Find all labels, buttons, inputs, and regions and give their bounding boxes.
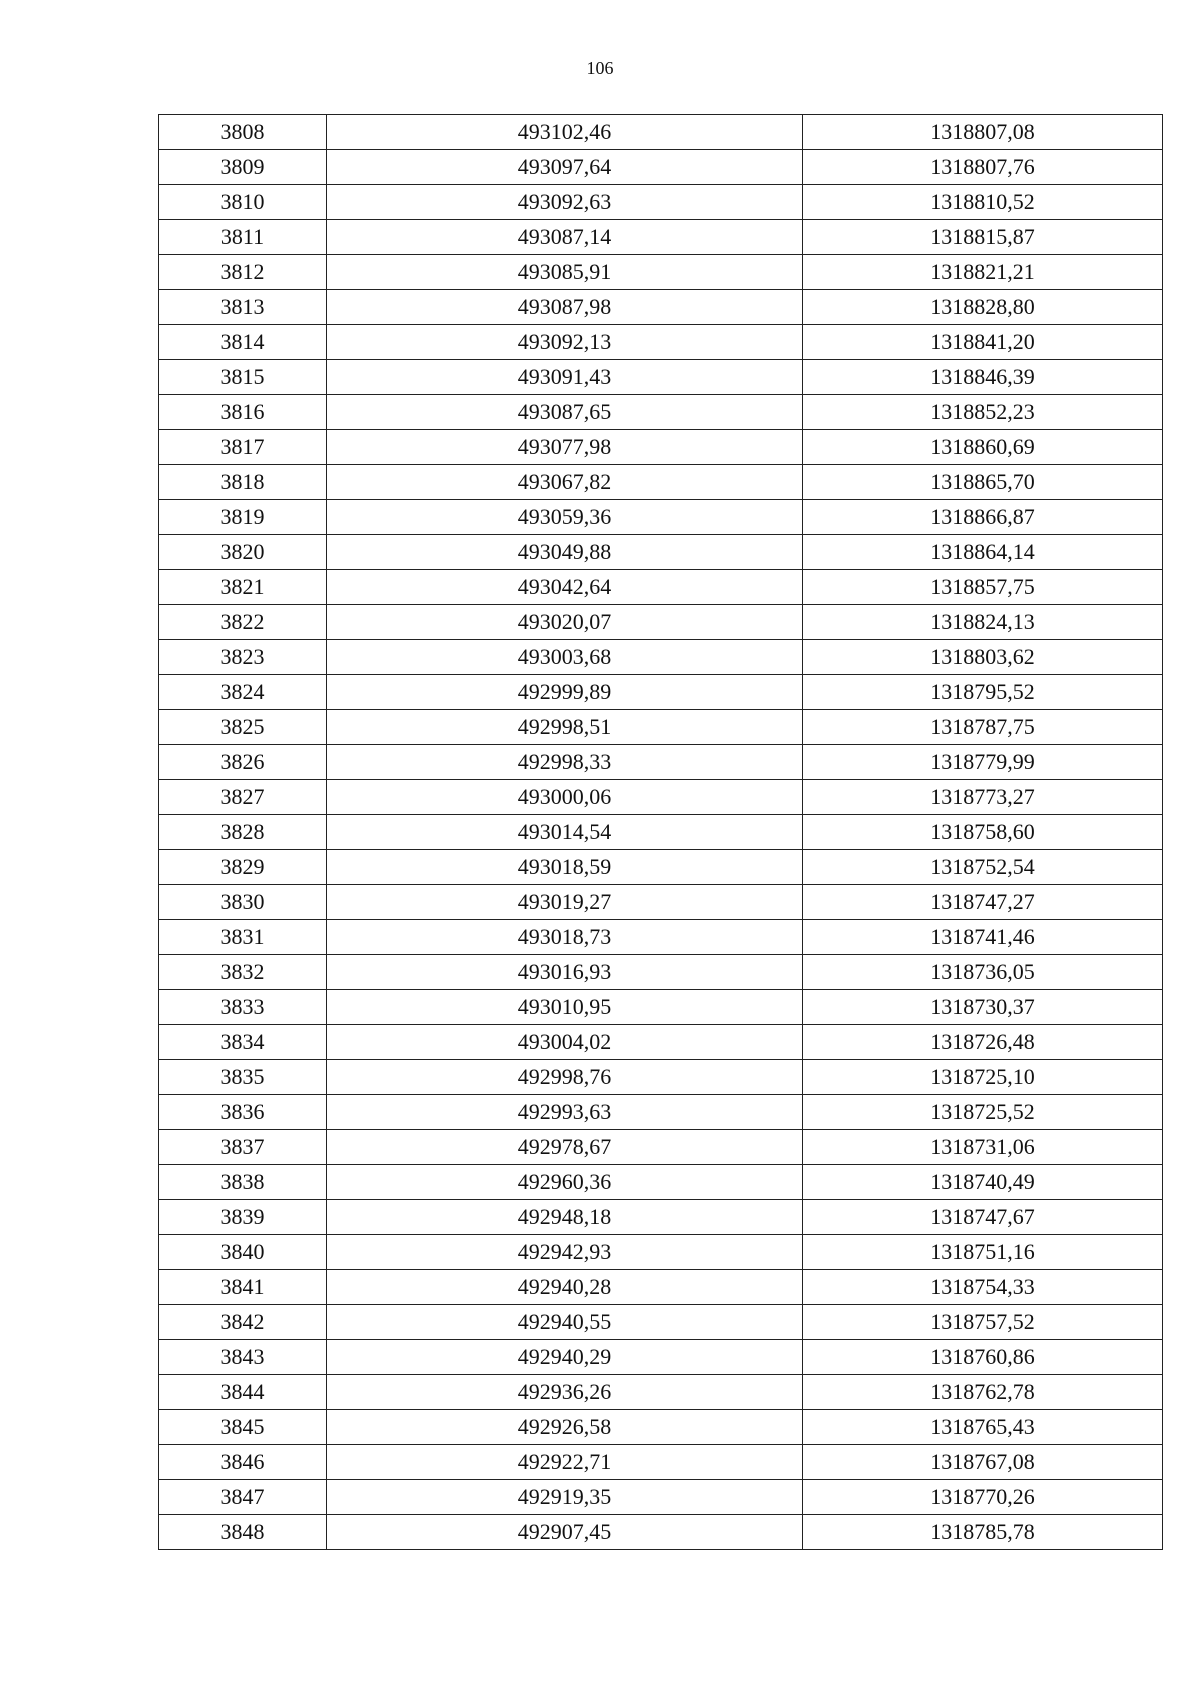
y-coordinate-cell: 1318815,87 — [803, 220, 1163, 255]
y-coordinate-cell: 1318736,05 — [803, 955, 1163, 990]
y-coordinate-cell: 1318828,80 — [803, 290, 1163, 325]
point-number-cell: 3818 — [159, 465, 327, 500]
x-coordinate-cell: 493087,14 — [327, 220, 803, 255]
table-row — [159, 1340, 1163, 1375]
coordinates-table-body — [159, 115, 1163, 1550]
x-coordinate-cell: 492942,93 — [327, 1235, 803, 1270]
table-row — [159, 570, 1163, 605]
x-coordinate-cell: 492922,71 — [327, 1445, 803, 1480]
point-number-cell: 3817 — [159, 430, 327, 465]
point-number-cell: 3843 — [159, 1340, 327, 1375]
table-row — [159, 220, 1163, 255]
x-coordinate-cell: 492948,18 — [327, 1200, 803, 1235]
x-coordinate-cell: 493092,63 — [327, 185, 803, 220]
x-coordinate-cell: 493042,64 — [327, 570, 803, 605]
point-number-cell: 3837 — [159, 1130, 327, 1165]
y-coordinate-cell: 1318787,75 — [803, 710, 1163, 745]
table-row — [159, 1165, 1163, 1200]
point-number-cell: 3830 — [159, 885, 327, 920]
table-row — [159, 290, 1163, 325]
point-number-cell: 3822 — [159, 605, 327, 640]
point-number-cell: 3845 — [159, 1410, 327, 1445]
y-coordinate-cell: 1318731,06 — [803, 1130, 1163, 1165]
y-coordinate-cell: 1318767,08 — [803, 1445, 1163, 1480]
point-number-cell: 3826 — [159, 745, 327, 780]
point-number-cell: 3831 — [159, 920, 327, 955]
x-coordinate-cell: 492907,45 — [327, 1515, 803, 1550]
point-number-cell: 3816 — [159, 395, 327, 430]
x-coordinate-cell: 493003,68 — [327, 640, 803, 675]
x-coordinate-cell: 492936,26 — [327, 1375, 803, 1410]
y-coordinate-cell: 1318810,52 — [803, 185, 1163, 220]
table-row — [159, 535, 1163, 570]
table-row — [159, 395, 1163, 430]
x-coordinate-cell: 493019,27 — [327, 885, 803, 920]
table-row — [159, 360, 1163, 395]
x-coordinate-cell: 493097,64 — [327, 150, 803, 185]
y-coordinate-cell: 1318725,52 — [803, 1095, 1163, 1130]
point-number-cell: 3827 — [159, 780, 327, 815]
x-coordinate-cell: 493087,98 — [327, 290, 803, 325]
y-coordinate-cell: 1318795,52 — [803, 675, 1163, 710]
table-row — [159, 1130, 1163, 1165]
table-row — [159, 255, 1163, 290]
table-row — [159, 115, 1163, 150]
x-coordinate-cell: 493016,93 — [327, 955, 803, 990]
y-coordinate-cell: 1318785,78 — [803, 1515, 1163, 1550]
x-coordinate-cell: 492940,29 — [327, 1340, 803, 1375]
point-number-cell: 3842 — [159, 1305, 327, 1340]
x-coordinate-cell: 493087,65 — [327, 395, 803, 430]
point-number-cell: 3815 — [159, 360, 327, 395]
y-coordinate-cell: 1318841,20 — [803, 325, 1163, 360]
x-coordinate-cell: 493000,06 — [327, 780, 803, 815]
point-number-cell: 3811 — [159, 220, 327, 255]
point-number-cell: 3823 — [159, 640, 327, 675]
table-row — [159, 885, 1163, 920]
y-coordinate-cell: 1318864,14 — [803, 535, 1163, 570]
table-row — [159, 955, 1163, 990]
table-row — [159, 990, 1163, 1025]
point-number-cell: 3846 — [159, 1445, 327, 1480]
x-coordinate-cell: 493020,07 — [327, 605, 803, 640]
point-number-cell: 3836 — [159, 1095, 327, 1130]
table-row — [159, 1445, 1163, 1480]
y-coordinate-cell: 1318758,60 — [803, 815, 1163, 850]
point-number-cell: 3844 — [159, 1375, 327, 1410]
table-row — [159, 1060, 1163, 1095]
y-coordinate-cell: 1318866,87 — [803, 500, 1163, 535]
point-number-cell: 3813 — [159, 290, 327, 325]
table-row — [159, 1235, 1163, 1270]
y-coordinate-cell: 1318751,16 — [803, 1235, 1163, 1270]
x-coordinate-cell: 493077,98 — [327, 430, 803, 465]
point-number-cell: 3841 — [159, 1270, 327, 1305]
x-coordinate-cell: 493049,88 — [327, 535, 803, 570]
y-coordinate-cell: 1318726,48 — [803, 1025, 1163, 1060]
point-number-cell: 3848 — [159, 1515, 327, 1550]
x-coordinate-cell: 493092,13 — [327, 325, 803, 360]
point-number-cell: 3825 — [159, 710, 327, 745]
y-coordinate-cell: 1318747,67 — [803, 1200, 1163, 1235]
x-coordinate-cell: 493010,95 — [327, 990, 803, 1025]
y-coordinate-cell: 1318857,75 — [803, 570, 1163, 605]
table-row — [159, 1515, 1163, 1550]
point-number-cell: 3819 — [159, 500, 327, 535]
y-coordinate-cell: 1318747,27 — [803, 885, 1163, 920]
x-coordinate-cell: 492998,76 — [327, 1060, 803, 1095]
x-coordinate-cell: 492993,63 — [327, 1095, 803, 1130]
x-coordinate-cell: 493018,73 — [327, 920, 803, 955]
y-coordinate-cell: 1318770,26 — [803, 1480, 1163, 1515]
x-coordinate-cell: 492960,36 — [327, 1165, 803, 1200]
x-coordinate-cell: 493059,36 — [327, 500, 803, 535]
y-coordinate-cell: 1318779,99 — [803, 745, 1163, 780]
point-number-cell: 3838 — [159, 1165, 327, 1200]
table-row — [159, 1480, 1163, 1515]
x-coordinate-cell: 492998,33 — [327, 745, 803, 780]
point-number-cell: 3821 — [159, 570, 327, 605]
y-coordinate-cell: 1318807,76 — [803, 150, 1163, 185]
table-row — [159, 325, 1163, 360]
y-coordinate-cell: 1318760,86 — [803, 1340, 1163, 1375]
x-coordinate-cell: 492940,55 — [327, 1305, 803, 1340]
y-coordinate-cell: 1318730,37 — [803, 990, 1163, 1025]
table-row — [159, 1305, 1163, 1340]
table-row — [159, 1025, 1163, 1060]
y-coordinate-cell: 1318852,23 — [803, 395, 1163, 430]
table-row — [159, 815, 1163, 850]
table-row — [159, 1200, 1163, 1235]
point-number-cell: 3828 — [159, 815, 327, 850]
y-coordinate-cell: 1318807,08 — [803, 115, 1163, 150]
y-coordinate-cell: 1318824,13 — [803, 605, 1163, 640]
table-row — [159, 465, 1163, 500]
table-row — [159, 1375, 1163, 1410]
y-coordinate-cell: 1318765,43 — [803, 1410, 1163, 1445]
x-coordinate-cell: 493102,46 — [327, 115, 803, 150]
point-number-cell: 3809 — [159, 150, 327, 185]
table-row — [159, 605, 1163, 640]
table-row — [159, 185, 1163, 220]
y-coordinate-cell: 1318762,78 — [803, 1375, 1163, 1410]
point-number-cell: 3820 — [159, 535, 327, 570]
x-coordinate-cell: 492940,28 — [327, 1270, 803, 1305]
point-number-cell: 3808 — [159, 115, 327, 150]
y-coordinate-cell: 1318757,52 — [803, 1305, 1163, 1340]
point-number-cell: 3832 — [159, 955, 327, 990]
point-number-cell: 3824 — [159, 675, 327, 710]
y-coordinate-cell: 1318741,46 — [803, 920, 1163, 955]
x-coordinate-cell: 493091,43 — [327, 360, 803, 395]
coordinates-table — [158, 114, 1163, 1550]
x-coordinate-cell: 493085,91 — [327, 255, 803, 290]
table-row — [159, 1095, 1163, 1130]
table-row — [159, 640, 1163, 675]
x-coordinate-cell: 493004,02 — [327, 1025, 803, 1060]
y-coordinate-cell: 1318754,33 — [803, 1270, 1163, 1305]
x-coordinate-cell: 492999,89 — [327, 675, 803, 710]
point-number-cell: 3840 — [159, 1235, 327, 1270]
point-number-cell: 3835 — [159, 1060, 327, 1095]
point-number-cell: 3839 — [159, 1200, 327, 1235]
table-row — [159, 710, 1163, 745]
x-coordinate-cell: 492978,67 — [327, 1130, 803, 1165]
y-coordinate-cell: 1318821,21 — [803, 255, 1163, 290]
y-coordinate-cell: 1318752,54 — [803, 850, 1163, 885]
x-coordinate-cell: 493067,82 — [327, 465, 803, 500]
table-row — [159, 780, 1163, 815]
x-coordinate-cell: 492926,58 — [327, 1410, 803, 1445]
table-row — [159, 745, 1163, 780]
table-row — [159, 675, 1163, 710]
page-number: 106 — [586, 58, 614, 78]
table-row — [159, 1270, 1163, 1305]
point-number-cell: 3829 — [159, 850, 327, 885]
x-coordinate-cell: 493018,59 — [327, 850, 803, 885]
x-coordinate-cell: 492998,51 — [327, 710, 803, 745]
point-number-cell: 3834 — [159, 1025, 327, 1060]
y-coordinate-cell: 1318846,39 — [803, 360, 1163, 395]
point-number-cell: 3847 — [159, 1480, 327, 1515]
point-number-cell: 3833 — [159, 990, 327, 1025]
table-row — [159, 1410, 1163, 1445]
x-coordinate-cell: 493014,54 — [327, 815, 803, 850]
y-coordinate-cell: 1318725,10 — [803, 1060, 1163, 1095]
table-row — [159, 920, 1163, 955]
table-row — [159, 500, 1163, 535]
table-row — [159, 430, 1163, 465]
y-coordinate-cell: 1318773,27 — [803, 780, 1163, 815]
y-coordinate-cell: 1318740,49 — [803, 1165, 1163, 1200]
point-number-cell: 3810 — [159, 185, 327, 220]
x-coordinate-cell: 492919,35 — [327, 1480, 803, 1515]
point-number-cell: 3814 — [159, 325, 327, 360]
point-number-cell: 3812 — [159, 255, 327, 290]
table-row — [159, 150, 1163, 185]
y-coordinate-cell: 1318860,69 — [803, 430, 1163, 465]
y-coordinate-cell: 1318865,70 — [803, 465, 1163, 500]
table-row — [159, 850, 1163, 885]
y-coordinate-cell: 1318803,62 — [803, 640, 1163, 675]
